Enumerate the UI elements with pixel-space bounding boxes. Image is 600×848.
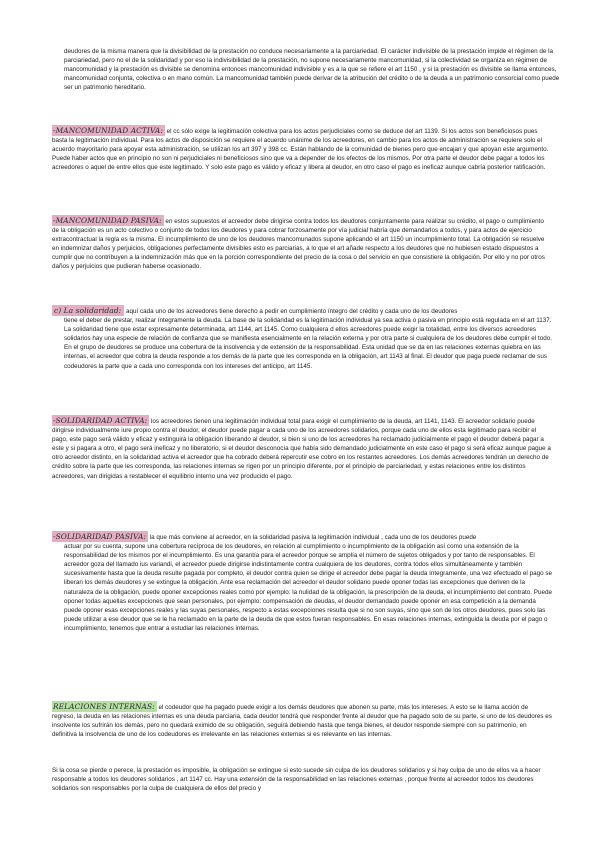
heading-solidaridad-pasiva: -SOLIDARIDAD PASIVA: [53, 532, 147, 541]
paragraph-text: aquí cada uno de los acreedores tiene derecho a pedir en cumplimiento íntegro del crédito y cada uno de los deudores [124, 308, 458, 315]
paragraph-text: Si la cosa se pierde o perece, la prestación es imposible, la obligación se extingue si esto sucede sin culpa de los deudores solidarios y si hay culpa de uno de ellos va a hacer responsable a todos los deudores solidarios , art 1147 cc. Hay una extensión de la responsabilidad en las relaciones externas , porque frente al acreedor todos los deudores solidarios son responsables por la culpa de cualquiera de ellos del precio y [52, 767, 541, 793]
paragraph-text: los acreedores tienen una legitimación individual total para exigir el cumplimiento de la deuda, art 1141, 1143. El acreedor solidario puede dirigirse individualmente iure propio contra el deudor, el deudor puede pagar a cada uno de los acreedores solidarios, porque cada uno de ellos esta legitimado para recibir el pago, este pago será válido y eficaz y extinguirá la obligación liberando al deudor, si bien si uno de los acreedores ha reclamado judicialmente el pago el deudor deberá pagar a este y si pagara a otro, el pago será ineficaz y no liberatorio, si el deudor desconocía que había sido demandado judicialmente en este caso el pago si será eficaz aunque pague a otro acreedor distinto, en la solidaridad activa el acreedor que ha cobrado deberá repercutir ese cobro en los restantes acreedores. Los demás acreedores tendrán un derecho de crédito sobre la parte que les corresponda, las relaciones internas se rigen por un principio diferente, por el principio de parciariedad, y estas relaciones entre los distintos acreedores, van dirigidas a restablecer el equilibrio interno una vez producido el pago. [52, 418, 551, 480]
paragraph-text: en estos supuestos el acreedor debe dirigirse contra todos los deudores conjuntamente para realizar su crédito, el pago o cumplimiento de la obligación es un acto colectivo o conjunto de todos los deudores y para cobrar forzosamente por vía judicial habría que demandarlos a todos, y para actos de ejercicio extracontractual la regla es la misma. El incumplimiento de uno de los deudores mancomunados supone aplicando el art 1150 un incumplimiento total. La obligación se resuelve en indemnizar daños y perjuicios, obligaciones perfectamente divisibles esto es parciarias, a lo que el art añade respecto a los deudores que no hubiesen estado dispuestos a cumplir que no contribuyen a la indemnización más que en la porción correspondiente del precio de la cosa o del servicio en que consistiere la obligación. Por ello y no por otros daños y perjuicios que pudieran haberse ocasionado. [52, 218, 545, 271]
paragraph-text: tiene el deber de prestar, realizar íntegramente la deuda. La base de la solidaridad es la legitimación individual ya sea activa o pasiva en principio está regulada en el art 1137. La solidaridad tiene que estar expresamente determinada, art 1144, art 1145. Como cualquiera d ellos acreedores puede exigir la totalidad, entre los diversos acreedores solidarios hay una especie de relación de confianza que se manifiesta esencialmente en la relación externa y por otra parte si cualquiera de los deudores debe cumplir el todo. En el grupo de deudores se produce una cobertura de la insolvencia y de extensión de la responsabilidad. Esta unidad que se da en las relaciones externas quiebra en las internas, el acreedor que cobra la deuda responde a los demás de la parte que les corresponda en la obligación, art 1143 al final. El deudor que paga puede reclamar de sus codeudores la parte que a cada uno corresponda con los intereses del anticipo, art 1145. [64, 317, 552, 370]
paragraph-text: actuar por su cuenta, supone una cobertura recíproca de los deudores, en relación al cumplimiento o incumplimiento de la obligación así como una extensión de la responsabilidad de los mismos por el incumplimiento. Es una garantía para el acreedor porque se amplía el número de sujetos obligados y por tanto de responsables. El acreedor goza del llamado ius variandi, el acreedor puede dirigirse indistintamente contra cualquiera de los deudores, contra todos ellos simultáneamente y también sucesivamente hasta que la deuda resulte pagada por completo, el deudor contra quien se dirige el acreedor debe pagar la deuda íntegramente, una vez efectuado el pago se liberan los demás deudores y se extingue la obligación. Ante esa reclamación del acreedor el deudor solidario puede oponer todas las excepciones que deriven de la naturaleza de la obligación, puede oponer excepciones reales como por ejemplo: la nulidad de la obligación, la prescripción de la deuda, el incumplimiento del contrato. Puede oponer todas aquellas excepciones que sean personales, por ejemplo: compensación de deudas, el deudor demandado puede oponer en esa competición a la demanda puede oponer esas excepciones reales y las suyas personales, respecto a estas excepciones resulta que si no son suyas, sino que son de los otros deudores, pues solo las puede utilizar a ese deudor que se le ha reclamado en la parte de la deuda de que estos fueran responsables. En esas relaciones internas, extinguida la deuda por el pago o incumplimiento, tenemos que entrar a estudiar las relaciones internas. [64, 543, 552, 632]
section-solidaridad-pasiva [52, 532, 552, 633]
paragraph-text: el codeudor que ha pagado puede exigir a los demás deudores que abonen su parte, más los intereses. A esto se le llama acción de regreso, la deuda en las relaciones internas es una deuda parciaria, cada deudor tendrá que responder frente al deudor que ha pagado solo de su parte, si uno de los deudores es insolvente los sufrirán los demás, pero no quedará eximido de su obligación, seguirá debiendo hasta que tenga bienes, el deudor responde siempre con su patrimonio, en definitiva la insolvencia de uno de los codeudores es irrelevante en las relaciones externas si es relevante en las internas. [52, 704, 552, 739]
section-mancomunidad-activa [52, 126, 552, 172]
section-solidaridad [52, 306, 552, 371]
paragraph-perdida-cosa [52, 766, 552, 793]
paragraph-mancomunidad-intro [52, 47, 564, 92]
section-relaciones-internas [52, 702, 552, 739]
heading-solidaridad: c) La solidaridad: [52, 305, 124, 316]
heading-mancomunidad-pasiva: -MANCOMUNIDAD PASIVA: [53, 216, 162, 225]
paragraph-text: la que más conviene al acreedor, en la solidaridad pasiva la legitimación individual , cada uno de los deudores puede [148, 534, 477, 541]
heading-mancomunidad-activa: -MANCOMUNIDAD ACTIVA: [53, 126, 163, 135]
paragraph-text: deudores de la misma manera que la divisibilidad de la prestación no conduce necesariamente a la parciariedad. El carácter indivisible de la prestación impide el régimen de la parciariedad, pero no el de la solidaridad y por eso la indivisibilidad de la prestación, no supone necesariamente mancomunidad, si la colectividad se organiza en régimen de mancomunidad y la prestación es divisible se denomina entonces mancomunidad indivisible y es a la que se refiere el art 1150 , y si la prestación es divisible se llama entonces, mancomunidad conjunta, colectiva o en mano común. La mancomunidad también puede derivar de la atribución del crédito o de la deuda a un patrimonio consorcial como puede ser un patrimonio hereditario. [64, 48, 560, 92]
section-solidaridad-activa [52, 416, 552, 481]
section-mancomunidad-pasiva [52, 216, 552, 272]
heading-solidaridad-activa: -SOLIDARIDAD ACTIVA: [53, 416, 148, 425]
paragraph-text: el cc sólo exige la legitimación colectiva para los actos perjudiciales como se deduce del art 1139. Si los actos son beneficiosos pues basta la legitimación individual. Para los actos de disposición se requiere el acuerdo unánime de los acreedores, en cambio para los actos de administración se requiere solo el acuerdo mayoritario para apoyar esta administración, se utilizan los art 397 y 398 cc. Están hablando de la comunidad de bienes pero que encajan y que apoyan este argumento. Puede haber actos que en principio no son ni perjudiciales ni beneficiosos sino que va a depender de los efectos de los mismos. Por otra parte el deudor debe pagar a todos los acreedores o aquel de entre ellos que este legitimado. Y solo este pago es válido y eficaz y libera al deudor, en otro caso el pago es ineficaz aunque cabría posterior ratificación. [52, 128, 549, 172]
heading-relaciones-internas: RELACIONES INTERNAS: [53, 702, 155, 711]
